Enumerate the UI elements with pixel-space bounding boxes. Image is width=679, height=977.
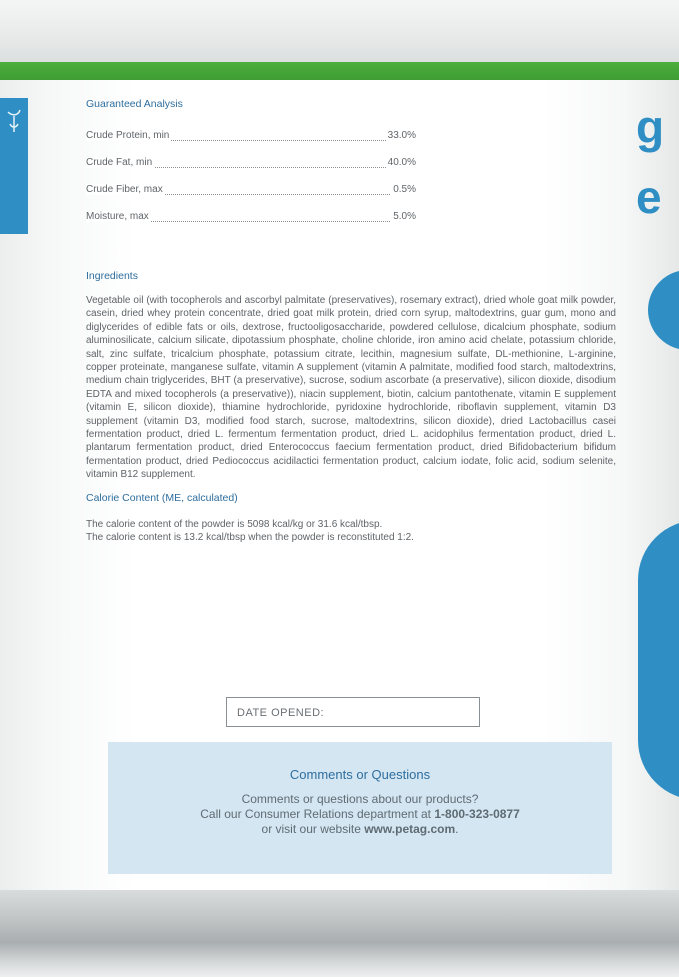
nutrition-content xyxy=(86,98,616,544)
can-bottom-rim xyxy=(0,890,679,977)
analysis-name: Crude Fiber, max xyxy=(86,184,163,195)
right-brand-letter-fragment: e xyxy=(636,171,662,223)
left-blue-panel xyxy=(0,98,28,234)
comments-panel xyxy=(108,742,612,874)
analysis-row xyxy=(86,211,416,238)
website-link: www.petag.com xyxy=(364,822,456,836)
date-opened-box xyxy=(226,697,480,727)
analysis-row xyxy=(86,157,416,184)
comments-line xyxy=(108,822,612,836)
analysis-value: 33.0% xyxy=(387,130,416,141)
calorie-section xyxy=(86,492,616,544)
calorie-line: The calorie content of the powder is 5098 kcal/kg or 31.6 kcal/tbsp. xyxy=(86,518,383,530)
comments-title: Comments or Questions xyxy=(289,767,431,782)
green-band xyxy=(0,62,679,80)
ingredients-text: Vegetable oil (with tocopherols and ascorbyl palmitate (preservatives), rosemary extract), dried whole goat milk powder, casein, dried whey protein concentrate, dried goat milk protein, dried corn syrup, maltodextrins, guar gum, mono and diglycerides of edible fats or oils, dextrose, fructooligosaccharide, powdered cellulose, dicalcium phosphate, sodium aluminosilicate, calcium silicate, dipotassium phosphate, choline chloride, iron amino acid chelate, potassium chloride, salt, zinc sulfate, tricalcium phosphate, potassium citrate, lecithin, magnesium sulfate, DL-methionine, L-arginine, copper proteinate, manganese sulfate, vitamin A supplement (vitamin A palmitate, modified food starch, maltodextrins, medium chain triglycerides, BHT (a preservative), sucrose, sodium ascorbate (a preservative), silicon dioxide, disodium EDTA and mixed tocopherols (a preservative)), niacin supplement, biotin, calcium pantothenate, vitamin E supplement (vitamin E, silicon dioxide), thiamine hydrochloride, pyridoxine hydrochloride, riboflavin supplement, vitamin D3 supplement (vitamin D3, modified food starch, sucrose, maltodextrins, silicon dioxide), dried Lactobacillus casei fermentation product, dried L. fermentum fermentation product, dried L. acidophilus fermentation product, dried L. plantarum fermentation product, dried Enterococcus faecium fermentation product, dried Bifidobacterium bifidum fermentation product, dried Pediococcus acidilactici fermentation product, calcium iodate, folic acid, sodium selenite, vitamin B12 supplement. xyxy=(86,295,616,481)
analysis-value: 0.5% xyxy=(393,184,416,195)
right-side-branding xyxy=(628,80,679,890)
analysis-name: Crude Protein, min xyxy=(86,130,170,141)
right-brand-letter-fragment: g xyxy=(636,101,665,153)
analysis-row xyxy=(86,130,416,157)
comments-line xyxy=(108,807,612,821)
calorie-title: Calorie Content (ME, calculated) xyxy=(86,491,238,504)
comments-period: . xyxy=(455,822,459,836)
goat-logo-icon xyxy=(4,106,24,146)
comments-line: Comments or questions about our products? xyxy=(241,792,479,806)
date-opened-label: DATE OPENED: xyxy=(237,707,325,719)
analysis-row xyxy=(86,184,416,211)
analysis-value: 40.0% xyxy=(387,157,416,168)
guaranteed-analysis-title: Guaranteed Analysis xyxy=(86,98,183,110)
right-blue-arc xyxy=(638,520,679,800)
calorie-line: The calorie content is 13.2 kcal/tbsp when the powder is reconstituted 1:2. xyxy=(86,531,414,543)
phone-number: 1-800-323-0877 xyxy=(434,807,520,821)
comments-call-text: Call our Consumer Relations department at xyxy=(200,807,435,821)
analysis-name: Crude Fat, min xyxy=(86,157,153,168)
analysis-value: 5.0% xyxy=(393,211,416,222)
ingredients-title: Ingredients xyxy=(86,270,138,282)
analysis-name: Moisture, max xyxy=(86,211,149,222)
can-lid xyxy=(0,0,679,63)
right-blue-circle xyxy=(648,270,679,350)
comments-visit-text: or visit our website xyxy=(261,822,365,836)
